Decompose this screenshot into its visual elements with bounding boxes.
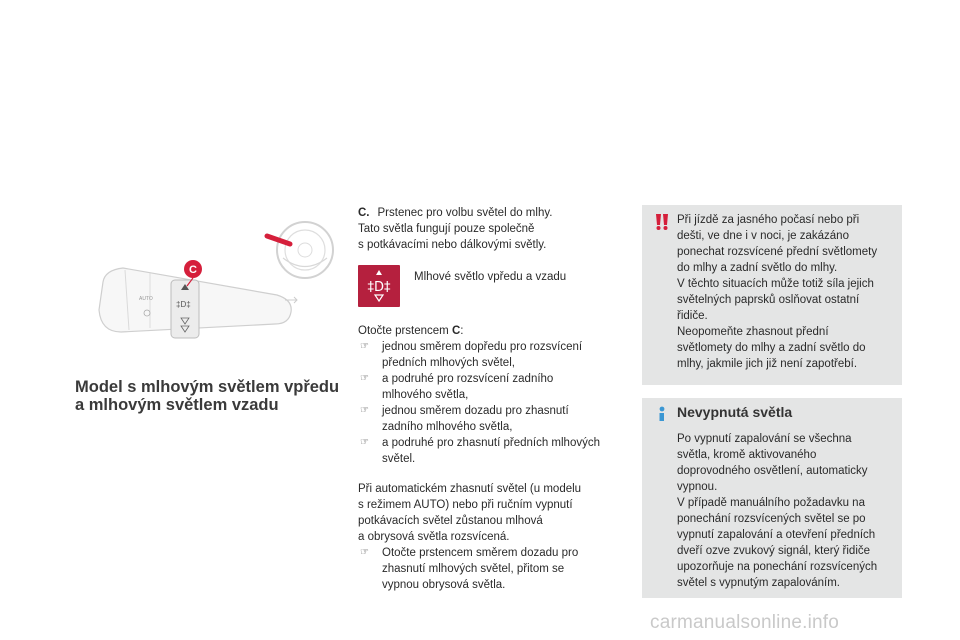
info-line: světel s vypnutým zapalováním. [677, 577, 840, 589]
light-stalk-drawing [95, 200, 335, 350]
pointing-hand-icon: ☞ [360, 341, 369, 352]
intro-line: s potkávacími nebo dálkovými světly. [358, 239, 547, 251]
info-line: Po vypnutí zapalování se všechna [677, 433, 852, 445]
warning-line: světelných paprsků oslňovat ostatní [677, 294, 860, 306]
list-item [358, 545, 620, 593]
list-item-line: a podruhé pro zhasnutí předních mlhových [382, 437, 600, 449]
warning-line: světlomety do mlhy a zadní světlo do [677, 342, 866, 354]
warning-line: řidiče. [677, 310, 708, 322]
info-icon [654, 406, 670, 423]
warning-line: Při jízdě za jasného počasí nebo při [677, 214, 860, 226]
list-item [358, 339, 620, 371]
exclamation-icon [654, 213, 670, 231]
list-item [358, 403, 620, 435]
list-item-line: zadního mlhového světla, [382, 421, 513, 433]
info-line: dveří ozve zvukový signál, který řidiče [677, 545, 871, 557]
item-c-text: Prstenec pro volbu světel do mlhy. [377, 207, 553, 219]
turn-prefix: Otočte prstencem [358, 325, 452, 337]
list-item-line: mlhového světla, [382, 389, 469, 401]
svg-text:‡D‡: ‡D‡ [176, 300, 191, 309]
pointing-hand-icon: ☞ [360, 405, 369, 416]
warning-line: ponechat rozsvícené přední světlomety [677, 246, 878, 258]
list-item-line: a podruhé pro rozsvícení zadního [382, 373, 554, 385]
warning-line: do mlhy a zadní světlo do mlhy. [677, 262, 838, 274]
watermark: carmanualsonline.info [650, 612, 840, 633]
fog-icon-row [358, 265, 620, 309]
fog-light-icon [358, 265, 400, 307]
pointing-hand-icon: ☞ [360, 373, 369, 384]
pointing-hand-icon: ☞ [360, 437, 369, 448]
list-item-line: jednou směrem dozadu pro zhasnutí [382, 405, 569, 417]
warning-line: V těchto situacích může totiž síla jejich [677, 278, 874, 290]
info-line: vypnutí zapalování a otevření předních [677, 529, 876, 541]
auto-line: a obrysová světla rozsvícená. [358, 531, 510, 543]
info-note [642, 398, 902, 598]
item-c-marker: C. [358, 207, 370, 219]
auto-line: Při automatickém zhasnutí světel (u modelu [358, 483, 582, 495]
fog-icon-caption: Mlhové světlo vpředu a vzadu [414, 271, 567, 283]
list-item [358, 435, 620, 467]
warning-note [642, 205, 902, 385]
auto-line: potkávacích světel zůstanou mlhová [358, 515, 543, 527]
turn-ring-line [358, 323, 620, 339]
list-item-line: jednou směrem dopředu pro rozsvícení [382, 341, 583, 353]
warning-line: dešti, ve dne i v noci, je zakázáno [677, 230, 849, 242]
info-title: Nevypnutá světla [677, 404, 793, 420]
svg-text:AUTO: AUTO [139, 296, 153, 302]
instructions-column [358, 205, 620, 593]
pointing-hand-icon: ☞ [360, 547, 369, 558]
stalk-illustration [95, 200, 335, 350]
auto-line: s režimem AUTO) nebo při ručním vypnutí [358, 499, 573, 511]
info-line: doprovodného osvětlení, automaticky [677, 465, 868, 477]
item-c [358, 205, 620, 221]
heading-line-1: Model s mlhovým světlem vpředu [75, 378, 340, 396]
list-item-line: zhasnutí mlhových světel, přitom se [382, 563, 565, 575]
warning-line: mlhy, jakmile jich již není zapotřebí. [677, 358, 858, 370]
callout-c-label: C [189, 264, 197, 276]
info-line: V případě manuálního požadavku na [677, 497, 865, 509]
list-item-line: předních mlhových světel, [382, 357, 515, 369]
info-line: světla, kromě aktivovaného [677, 449, 817, 461]
info-line: vypnou. [677, 481, 718, 493]
info-text [677, 431, 897, 591]
list-item-line: Otočte prstencem směrem dozadu pro [382, 547, 579, 559]
section-heading [75, 378, 355, 414]
svg-text:‡D‡: ‡D‡ [367, 280, 391, 295]
list-item [358, 371, 620, 403]
turn-suffix: : [460, 325, 464, 337]
heading-line-2: a mlhovým světlem vzadu [75, 396, 279, 414]
list-item-line: světel. [382, 453, 416, 465]
turn-ring-letter: C [451, 325, 461, 337]
list-item-line: vypnou obrysová světla. [382, 579, 506, 591]
info-line: upozorňuje na ponechání rozsvícených [677, 561, 878, 573]
intro-line: Tato světla fungují pouze společně [358, 223, 535, 235]
warning-line: Neopomeňte zhasnout přední [677, 326, 829, 338]
warning-text [677, 212, 895, 372]
info-line: ponechání rozsvícených světel se po [677, 513, 866, 525]
